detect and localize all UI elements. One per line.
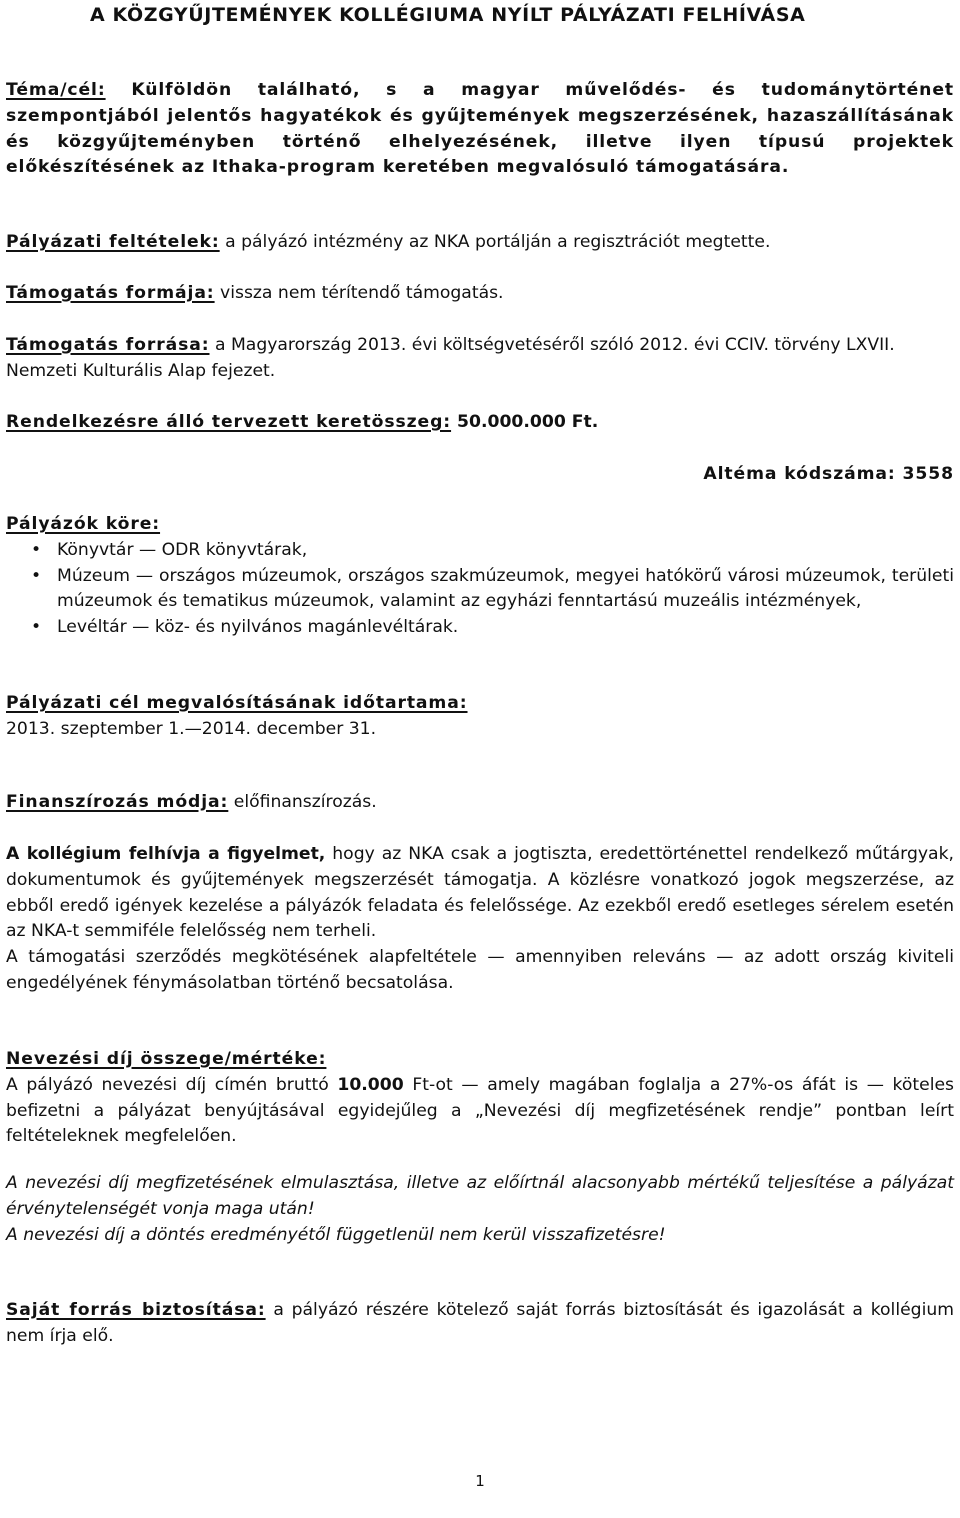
keret-value: 50.000.000 Ft. bbox=[451, 412, 599, 432]
forma-section bbox=[6, 281, 954, 307]
feltetelek-section bbox=[6, 230, 954, 256]
altema-code: Altéma kódszáma: 3558 bbox=[703, 464, 954, 484]
kollegium-text: hogy az NKA csak a jogtiszta, eredettörténettel rendelkező műtárgyak, dokumentumok és gyűjtemények megszerzését támogatja. A közlésre vonatkozó jogok megszerzése, az ebből eredő igények kezelése a pályázók feladata és felelőssége. Az ezekből eredő esetleges sérelem esetén az NKA-t semmiféle felelősség nem terheli. bbox=[6, 844, 954, 942]
tema-label: Téma/cél: bbox=[6, 80, 106, 100]
sajat-text: a pályázó részére kötelező saját forrás biztosítását és igazolását a kollégium nem írja elő. bbox=[6, 1300, 954, 1346]
idotartam-section bbox=[6, 691, 954, 743]
sajat-section bbox=[6, 1298, 954, 1350]
finanszirozas-section bbox=[6, 790, 954, 816]
page-title: A KÖZGYŰJTEMÉNYEK KOLLÉGIUMA NYÍLT PÁLYÁZATI FELHÍVÁSA bbox=[90, 4, 806, 26]
forras-section bbox=[6, 333, 946, 385]
idotartam-text: 2013. szeptember 1.—2014. december 31. bbox=[6, 718, 377, 739]
kollegium-text2: A támogatási szerződés megkötésének alapfeltétele — amennyiben releváns — az adott ország kiviteli engedélyének fénymásolatban történő becsatolása. bbox=[6, 947, 954, 993]
finanszirozas-label: Finanszírozás módja: bbox=[6, 792, 229, 812]
palyazok-list bbox=[6, 538, 954, 641]
nevezesi-section bbox=[6, 1047, 954, 1150]
nevezesi-pre: A pályázó nevezési díj címén bruttó bbox=[6, 1074, 338, 1095]
feltetelek-text: a pályázó intézmény az NKA portálján a regisztrációt megtette. bbox=[219, 232, 771, 252]
figyelmeztetes-line1: A nevezési díj megfizetésének elmulasztása, illetve az előírtnál alacsonyabb mértékű teljesítése a pályázat érvénytelenségét vonja maga után! bbox=[6, 1173, 954, 1219]
palyazok-section bbox=[6, 512, 954, 641]
feltetelek-label: Pályázati feltételek: bbox=[6, 232, 220, 252]
tema-section bbox=[6, 78, 954, 181]
nevezesi-post: Ft-ot — amely magában foglalja a 27%-os áfát is — köteles befizetni a pályázat benyújtásával egyidejűleg a „Nevezési díj megfizetésének rendje” pontban leírt feltételeknek megfelelően. bbox=[6, 1074, 955, 1147]
list-item: • Múzeum — országos múzeumok, országos szakmúzeumok, megyei hatókörű városi múzeumok, területi múzeumok és tematikus múzeumok, valamint az egyházi fenntartású muzeális intézmények, bbox=[6, 564, 954, 616]
keret-label: Rendelkezésre álló tervezett keretösszeg: bbox=[6, 412, 452, 432]
forma-label: Támogatás formája: bbox=[6, 283, 215, 303]
forras-label: Támogatás forrása: bbox=[6, 335, 210, 355]
list-item: • Levéltár — köz- és nyilvános magánlevéltárak. bbox=[6, 615, 954, 641]
page-number: 1 bbox=[475, 1472, 485, 1490]
kollegium-section bbox=[6, 842, 954, 997]
figyelmeztetes-line2: A nevezési díj a döntés eredményétől függetlenül nem kerül visszafizetésre! bbox=[6, 1224, 666, 1245]
sajat-label: Saját forrás biztosítása: bbox=[6, 1300, 266, 1320]
tema-text: Külföldön található, s a magyar művelődés- és tudománytörténet szempontjából jelentős hagyatékok és gyűjtemények megszerzésének, hazaszállításának és közgyűjteményben történő elhelyezésének, illetve ilyen típusú projektek előkészítésének az Ithaka-program keretében megvalósuló támogatására. bbox=[6, 80, 954, 178]
palyazok-label: Pályázók köre: bbox=[6, 514, 161, 534]
forras-text: a Magyarország 2013. évi költségvetéséről szóló 2012. évi CCIV. törvény LXVII. Nemzeti Kulturális Alap fejezet. bbox=[6, 335, 895, 381]
nevezesi-label: Nevezési díj összege/mértéke: bbox=[6, 1049, 327, 1069]
forma-text: vissza nem térítendő támogatás. bbox=[214, 283, 504, 303]
kollegium-bold: A kollégium felhívja a figyelmet, bbox=[6, 844, 326, 864]
finanszirozas-text: előfinanszírozás. bbox=[228, 792, 377, 812]
list-item: • Könyvtár — ODR könyvtárak, bbox=[6, 538, 954, 564]
figyelmeztetes-section bbox=[6, 1171, 954, 1248]
nevezesi-amount: 10.000 bbox=[337, 1074, 404, 1095]
keret-section bbox=[6, 410, 954, 436]
idotartam-label: Pályázati cél megvalósításának időtartama: bbox=[6, 693, 468, 713]
